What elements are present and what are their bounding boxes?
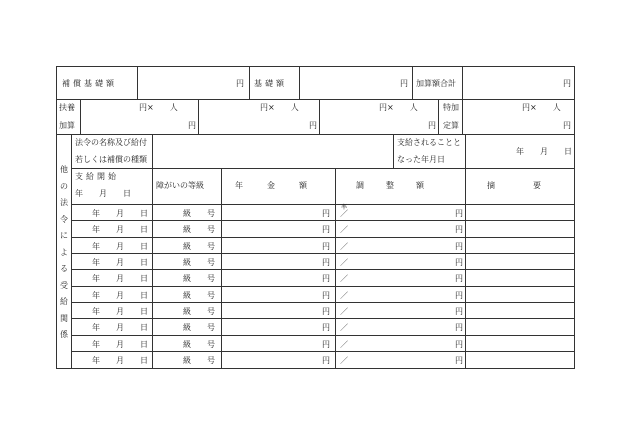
row-adjust-yen: 円 [455, 291, 463, 300]
vertical-label-char: に [60, 231, 68, 240]
row-grade: 級 号 [183, 258, 215, 267]
row-start-date: 年 月 日 [92, 258, 148, 267]
row-adjust-slash: ／ [340, 307, 348, 316]
row-start-date: 年 月 日 [92, 356, 148, 365]
row-pension-yen: 円 [322, 340, 330, 349]
yen-per-person: 円× 人 [139, 103, 178, 112]
yen-unit: 円 [188, 121, 196, 130]
grade-header: 障がいの等級 [156, 181, 204, 190]
row-grade: 級 号 [183, 356, 215, 365]
row-adjust-yen: 円 [455, 242, 463, 251]
row-pension-yen: 円 [322, 242, 330, 251]
row-adjust-yen: 円 [455, 356, 463, 365]
row-grade: 級 号 [183, 274, 215, 283]
yen-per-person: 円× 人 [379, 103, 418, 112]
row-grade: 級 号 [183, 291, 215, 300]
paid-date-label-line1: 支給されることと [397, 138, 461, 147]
row-pension-yen: 円 [322, 274, 330, 283]
yen-per-person: 円× 人 [522, 103, 561, 112]
row-pension-yen: 円 [322, 258, 330, 267]
row-adjust-slash: ／ [340, 323, 348, 332]
row-adjust-yen: 円 [455, 225, 463, 234]
vertical-label-char: 関 [60, 313, 68, 323]
vertical-label-char: 係 [60, 330, 68, 339]
row-start-date: 年 月 日 [92, 323, 148, 332]
row-adjust-yen: 円 [455, 340, 463, 349]
yen-unit: 円 [563, 79, 571, 88]
vertical-label-char: 他 [60, 165, 68, 174]
row-adjust-slash: ／ [340, 209, 348, 218]
row-grade: 級 号 [183, 242, 215, 251]
yen-per-person: 円× 人 [260, 103, 299, 112]
pension-amount-header: 年金額 [235, 181, 331, 190]
rate-mark: 率 [341, 204, 348, 211]
row-grade: 級 号 [183, 225, 215, 234]
row-start-date: 年 月 日 [92, 274, 148, 283]
paid-date-ymd: 年 月 日 [516, 147, 572, 156]
law-name-label-line1: 法令の名称及び給付 [75, 138, 147, 147]
base-amount-label: 基礎額 [254, 79, 287, 88]
row-grade: 級 号 [183, 307, 215, 316]
vertical-label-char: る [60, 264, 68, 273]
row-adjust-slash: ／ [340, 225, 348, 234]
row-pension-yen: 円 [322, 307, 330, 316]
vertical-label-char: 法 [60, 198, 68, 207]
row-adjust-yen: 円 [455, 307, 463, 316]
vertical-label-char: 受 [60, 280, 68, 290]
row-adjust-yen: 円 [455, 274, 463, 283]
row-grade: 級 号 [183, 340, 215, 349]
row-adjust-yen: 円 [455, 323, 463, 332]
dependent-label: 扶養 [59, 103, 75, 112]
row-adjust-slash: ／ [340, 258, 348, 267]
adjustment-amount-header: 調整額 [356, 181, 446, 190]
row-start-date: 年 月 日 [92, 307, 148, 316]
row-adjust-yen: 円 [455, 209, 463, 218]
row-pension-yen: 円 [322, 225, 330, 234]
paid-date-label-line2: なった年月日 [397, 155, 445, 164]
law-name-label-line2: 若しくは補償の種類 [75, 155, 147, 164]
row-adjust-slash: ／ [340, 274, 348, 283]
row-adjust-slash: ／ [340, 291, 348, 300]
row-pension-yen: 円 [322, 323, 330, 332]
row-start-date: 年 月 日 [92, 340, 148, 349]
yen-unit: 円 [400, 79, 408, 88]
yen-unit: 円 [563, 121, 571, 130]
row-adjust-yen: 円 [455, 258, 463, 267]
addition-label: 加算 [59, 121, 75, 130]
fixed-calc-label: 定算 [443, 121, 459, 130]
row-start-date: 年 月 日 [92, 291, 148, 300]
row-pension-yen: 円 [322, 356, 330, 365]
row-adjust-slash: ／ [340, 242, 348, 251]
row-adjust-slash: ／ [340, 340, 348, 349]
vertical-label-char: の [60, 181, 68, 191]
remarks-header: 摘要 [487, 181, 579, 190]
yen-unit: 円 [236, 79, 244, 88]
row-grade: 級 号 [183, 323, 215, 332]
row-pension-yen: 円 [322, 291, 330, 300]
row-pension-yen: 円 [322, 209, 330, 218]
start-date-header-line2: 年 月 日 [75, 189, 131, 198]
row-start-date: 年 月 日 [92, 242, 148, 251]
row-start-date: 年 月 日 [92, 209, 148, 218]
yen-unit: 円 [309, 121, 317, 130]
row-grade: 級 号 [183, 209, 215, 218]
total-addition-label: 加算額合計 [416, 79, 456, 88]
compensation-base-label: 補償基礎額 [62, 79, 117, 88]
row-start-date: 年 月 日 [92, 225, 148, 234]
vertical-label-char: 令 [60, 214, 68, 224]
start-date-header-line1: 支給開始 [75, 172, 119, 181]
row-adjust-slash: ／ [340, 356, 348, 365]
yen-unit: 円 [428, 121, 436, 130]
vertical-label-char: 給 [60, 297, 68, 306]
special-addition-label: 特加 [443, 103, 459, 112]
vertical-label-char: よ [60, 247, 68, 257]
